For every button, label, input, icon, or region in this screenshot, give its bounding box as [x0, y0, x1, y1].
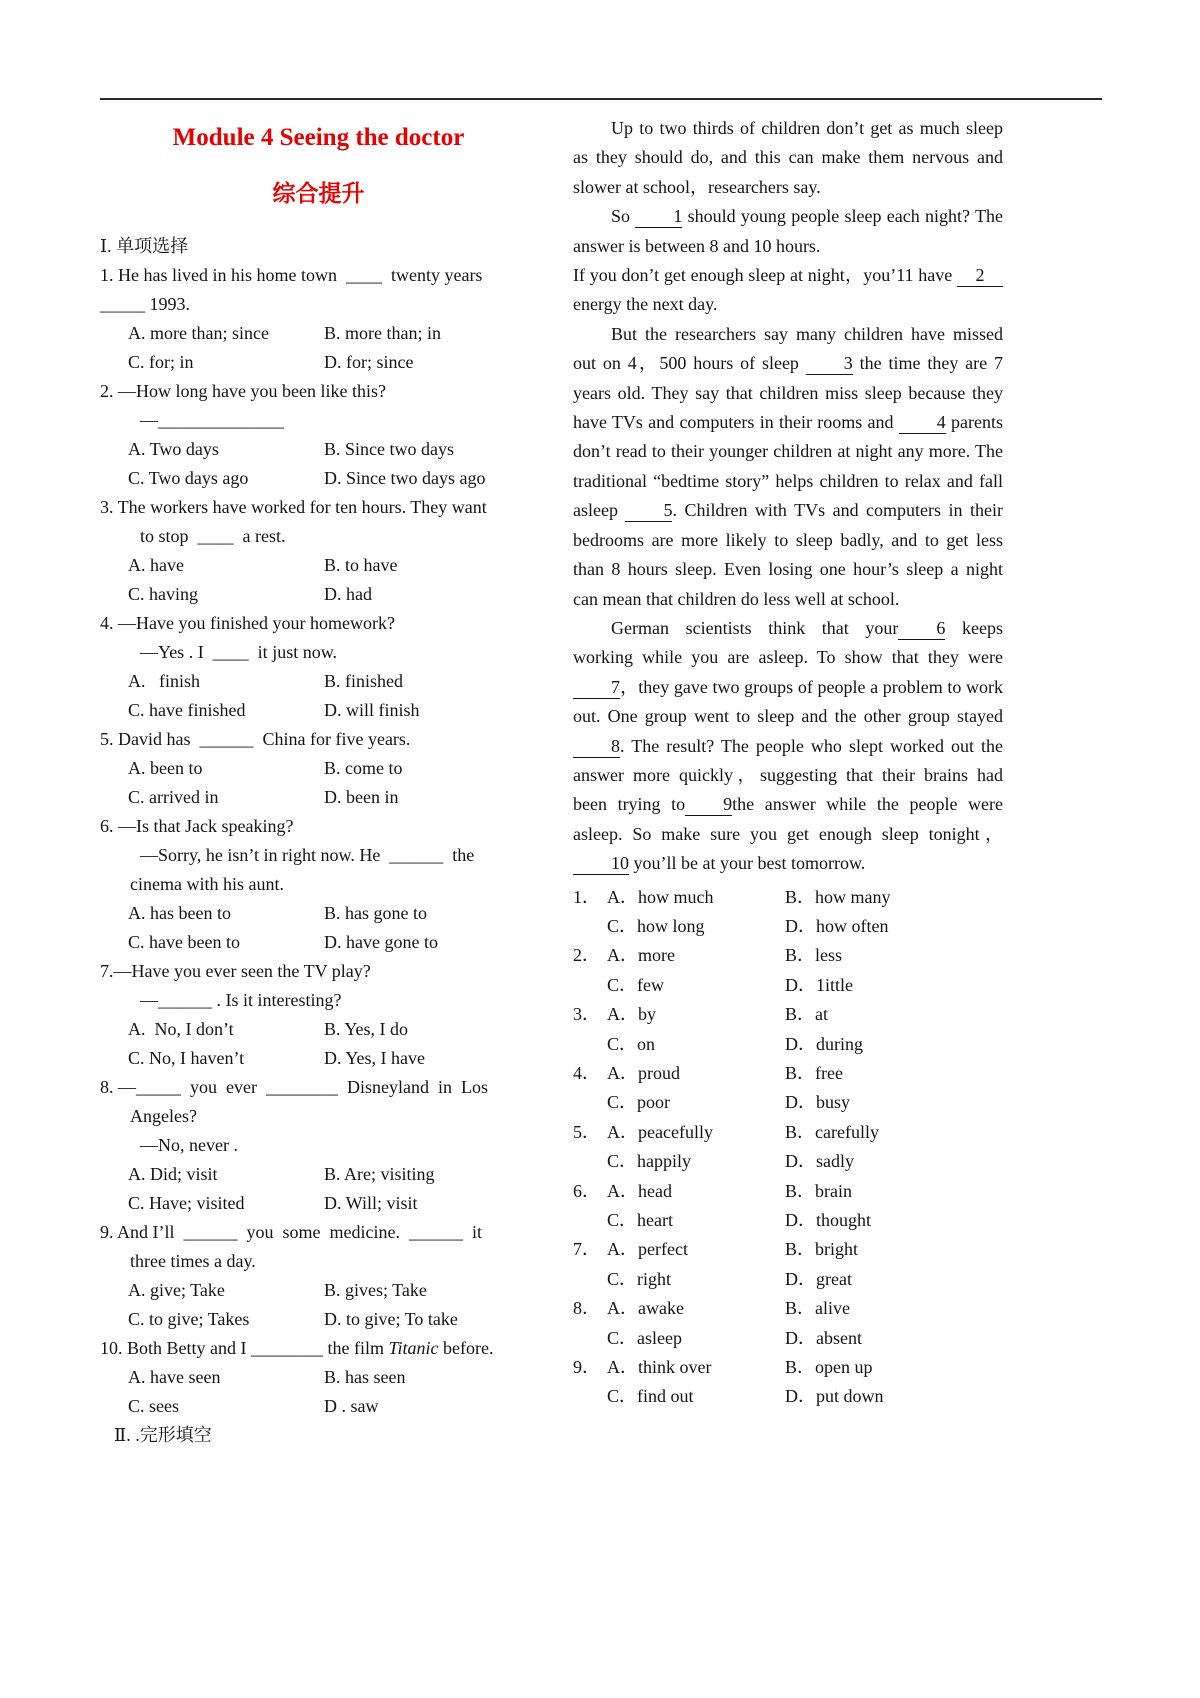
cloze-option-number-spacer: [573, 1324, 607, 1353]
cloze-option-row: [573, 1206, 1003, 1235]
option-a: C. Two days ago: [128, 468, 249, 488]
continuation-line: to stop ____ a rest.: [140, 526, 286, 546]
cloze-option-b: B．how many: [785, 886, 891, 907]
top-rule: [100, 98, 1102, 100]
cloze-option-d: D．put down: [785, 1386, 884, 1407]
cloze-option-c: C．poor: [607, 1092, 670, 1113]
cloze-option-d: D．during: [785, 1033, 863, 1054]
option-a: C. No, I haven’t: [128, 1048, 245, 1068]
cloze-option-c: C．on: [607, 1033, 656, 1054]
cloze-option-row: [573, 1353, 1003, 1382]
passage-paragraph: Up to two thirds of children don’t get as much sleep as they should do, and this can make them nervous and slower at school，researchers say.: [573, 118, 1003, 197]
cloze-option-number: 5．: [573, 1121, 600, 1142]
option-row: [100, 783, 537, 812]
cloze-option-number-spacer: [573, 1147, 607, 1176]
option-a: C. Have; visited: [128, 1193, 245, 1213]
section-heading-cloze: Ⅱ. .完形填空: [114, 1425, 212, 1445]
cloze-option-a: A．think over: [607, 1357, 712, 1378]
continuation-line: —No, never .: [140, 1135, 238, 1155]
cloze-option-b: B．less: [785, 945, 843, 966]
option-b: B. gives; Take: [324, 1280, 427, 1300]
option-a: A. more than; since: [128, 323, 269, 343]
cloze-options: [573, 883, 1003, 1412]
cloze-blank: 6: [898, 617, 945, 640]
cloze-option-number-spacer: [573, 1382, 607, 1411]
cloze-option-number-spacer: [573, 1088, 607, 1117]
question-text-post: before.: [438, 1338, 494, 1358]
option-a: A. No, I don’t: [128, 1019, 234, 1039]
cloze-option-number: 1．: [573, 886, 600, 907]
cloze-blank: 10: [573, 852, 629, 875]
cloze-option-row: [573, 1088, 1003, 1117]
cloze-option-number-spacer: [573, 912, 607, 941]
cloze-option-number: 4．: [573, 1063, 600, 1083]
cloze-blank: 2: [957, 264, 1003, 287]
option-row: [100, 1392, 537, 1421]
cloze-blank: 4: [899, 411, 946, 434]
cloze-option-d: D．sadly: [785, 1151, 854, 1172]
page-subtitle: 综合提升: [272, 181, 365, 206]
option-a: C. for; in: [128, 352, 194, 372]
continuation-line: cinema with his aunt.: [130, 874, 284, 894]
option-row: [100, 754, 537, 783]
option-a: C. arrived in: [128, 787, 219, 807]
cloze-option-number-spacer: [573, 1265, 607, 1294]
cloze-option-row: [573, 1177, 1003, 1206]
option-a: A. have seen: [128, 1367, 221, 1387]
option-b: B. has seen: [324, 1367, 406, 1387]
option-b: B. to have: [324, 555, 398, 575]
option-b: B. more than; in: [324, 323, 441, 343]
cloze-option-row: [573, 1382, 1003, 1411]
question-text-pre: 10. Both Betty and I ________ the film: [100, 1338, 389, 1358]
cloze-option-row: [573, 1000, 1003, 1029]
cloze-option-number: 7．: [573, 1239, 600, 1260]
cloze-option-number-spacer: [573, 971, 607, 1000]
cloze-option-number: 6．: [573, 1180, 600, 1201]
cloze-option-b: B．carefully: [785, 1121, 879, 1142]
cloze-option-b: B．open up: [785, 1357, 873, 1378]
option-row: [100, 928, 537, 957]
cloze-option-row: [573, 1265, 1003, 1294]
cloze-option-c: C．find out: [607, 1386, 694, 1407]
option-row: [100, 464, 537, 493]
cloze-passage: [573, 114, 1003, 879]
cloze-option-row: [573, 971, 1003, 1000]
continuation-line: —______________: [140, 410, 284, 430]
cloze-option-row: [573, 1324, 1003, 1353]
option-a: C. sees: [128, 1396, 179, 1416]
option-row: [100, 435, 537, 464]
cloze-option-row: [573, 1059, 1003, 1088]
cloze-blank: 3: [806, 352, 853, 375]
cloze-option-d: D．1ittle: [785, 974, 853, 995]
option-row: [100, 580, 537, 609]
option-a: C. have been to: [128, 932, 240, 952]
option-b: B. Since two days: [324, 439, 454, 459]
section-heading-single-choice: Ⅰ. 单项选择: [100, 236, 189, 256]
cloze-option-a: A．head: [607, 1180, 672, 1201]
option-a: C. to give; Takes: [128, 1309, 250, 1329]
question-line: 3. The workers have worked for ten hours. They want: [100, 497, 487, 517]
option-row: [100, 1160, 537, 1189]
option-row: [100, 1305, 537, 1334]
question-line: 9. And I’ll ______ you some medicine. ______ it: [100, 1222, 482, 1242]
option-b: B. come to: [324, 758, 403, 778]
cloze-option-b: B．bright: [785, 1239, 859, 1260]
cloze-option-row: [573, 1294, 1003, 1323]
cloze-option-c: C．how long: [607, 915, 705, 936]
option-a: A. give; Take: [128, 1280, 225, 1300]
cloze-blank: 8: [573, 735, 620, 758]
option-row: [100, 1044, 537, 1073]
cloze-option-c: C．happily: [607, 1151, 691, 1172]
option-row: [100, 319, 537, 348]
cloze-blank: 1: [635, 205, 682, 228]
cloze-option-a: A．awake: [607, 1298, 684, 1319]
continuation-line: —______ . Is it interesting?: [140, 990, 342, 1010]
cloze-option-row: [573, 1118, 1003, 1147]
cloze-option-number: 3．: [573, 1004, 600, 1025]
cloze-option-number: 9．: [573, 1357, 600, 1378]
option-b: D . saw: [324, 1396, 379, 1416]
option-row: [100, 696, 537, 725]
continuation-line: —Yes . I ____ it just now.: [140, 642, 338, 662]
cloze-option-a: A．by: [607, 1004, 656, 1025]
cloze-option-number-spacer: [573, 1030, 607, 1059]
cloze-option-d: D．absent: [785, 1327, 862, 1348]
option-b: D. had: [324, 584, 372, 604]
option-a: A. been to: [128, 758, 203, 778]
cloze-option-d: D．how often: [785, 915, 889, 936]
option-a: A. Did; visit: [128, 1164, 218, 1184]
option-b: D. will finish: [324, 700, 420, 720]
columns: [100, 106, 1102, 1450]
option-b: D. Since two days ago: [324, 468, 486, 488]
cloze-option-b: B．alive: [785, 1298, 850, 1319]
question-line: 2. —How long have you been like this?: [100, 381, 386, 401]
cloze-option-d: D．great: [785, 1268, 852, 1289]
left-column: [100, 106, 537, 1450]
option-b: D. Yes, I have: [324, 1048, 425, 1068]
option-a: C. having: [128, 584, 198, 604]
continuation-line: Angeles?: [130, 1106, 197, 1126]
cloze-option-a: A．more: [607, 945, 675, 966]
cloze-blank: 7: [573, 676, 620, 699]
question-line: 5. David has ______ China for five years.: [100, 729, 411, 749]
option-a: C. have finished: [128, 700, 246, 720]
cloze-option-row: [573, 883, 1003, 912]
option-a: A. finish: [128, 671, 200, 691]
cloze-option-row: [573, 941, 1003, 970]
option-b: B. Yes, I do: [324, 1019, 409, 1039]
passage-paragraph: If you don’t get enough sleep at night，you’11 have 2energy the next day.: [573, 261, 1003, 320]
cloze-option-c: C．asleep: [607, 1327, 682, 1348]
cloze-option-number-spacer: [573, 1206, 607, 1235]
option-row: [100, 551, 537, 580]
option-a: A. have: [128, 555, 184, 575]
cloze-option-d: D．busy: [785, 1092, 851, 1113]
cloze-option-b: B．brain: [785, 1180, 852, 1201]
option-b: D. been in: [324, 787, 399, 807]
option-a: A. Two days: [128, 439, 219, 459]
option-b: D. for; since: [324, 352, 414, 372]
cloze-option-row: [573, 1147, 1003, 1176]
option-row: [100, 1363, 537, 1392]
cloze-option-c: C．right: [607, 1268, 672, 1289]
cloze-option-number: 8．: [573, 1298, 600, 1319]
continuation-line: —Sorry, he isn’t in right now. He ______ the: [140, 845, 475, 865]
option-b: D. to give; To take: [324, 1309, 458, 1329]
cloze-option-number: 2．: [573, 945, 600, 966]
cloze-blank: 9: [685, 793, 732, 816]
cloze-option-c: C．heart: [607, 1210, 673, 1231]
cloze-option-row: [573, 912, 1003, 941]
question-line: 7.—Have you ever seen the TV play?: [100, 961, 371, 981]
cloze-blank: 5: [625, 499, 672, 522]
option-b: D. Will; visit: [324, 1193, 418, 1213]
cloze-option-a: A．how much: [607, 886, 714, 907]
option-b: D. have gone to: [324, 932, 438, 952]
question-line: [100, 1334, 537, 1363]
question-line: 8. —_____ you ever ________ Disneyland in Los: [100, 1077, 488, 1097]
passage-paragraph: So 1 should young people sleep each night? The answer is between 8 and 10 hours.: [573, 206, 1003, 256]
question-line: 4. —Have you finished your homework?: [100, 613, 395, 633]
option-b: B. finished: [324, 671, 403, 691]
right-column: [573, 106, 1003, 1450]
passage-paragraph: German scientists think that your 6 keeps working while you are asleep. To show that they were 7，they gave two groups of people a problem to work out. One group went to sleep and the other group stayed 8. The result? The people who slept worked out the answer more quickly，suggesting that their brains had been trying to 9the answer while the people were asleep. So make sure you get enough sleep tonight，10 you’ll be at your best tomorrow.: [573, 617, 1003, 874]
option-row: [100, 348, 537, 377]
cloze-option-a: A．perfect: [607, 1239, 688, 1260]
option-row: [100, 899, 537, 928]
page-title: Module 4 Seeing the doctor: [172, 124, 465, 151]
cloze-option-b: B．at: [785, 1004, 828, 1025]
option-b: B. Are; visiting: [324, 1164, 435, 1184]
option-row: [100, 1276, 537, 1305]
cloze-option-a: A．proud: [607, 1063, 680, 1083]
continuation-line: three times a day.: [130, 1251, 256, 1271]
option-a: A. has been to: [128, 903, 231, 923]
question-line: 1. He has lived in his home town ____ twenty years: [100, 265, 483, 285]
question-line: 6. —Is that Jack speaking?: [100, 816, 294, 836]
option-b: B. has gone to: [324, 903, 427, 923]
question-line: _____ 1993.: [100, 294, 190, 314]
option-row: [100, 1015, 537, 1044]
film-title-italic: Titanic: [388, 1338, 439, 1358]
cloze-option-row: [573, 1030, 1003, 1059]
cloze-option-a: A．peacefully: [607, 1121, 713, 1142]
option-row: [100, 1189, 537, 1218]
cloze-option-d: D．thought: [785, 1210, 872, 1231]
question-list: [100, 261, 537, 1450]
option-row: [100, 667, 537, 696]
cloze-option-row: [573, 1235, 1003, 1264]
cloze-option-c: C．few: [607, 974, 664, 995]
passage-paragraph: But the researchers say many children have missed out on 4，500 hours of sleep 3 the time they are 7 years old. They say that children miss sleep because they have TVs and computers in their rooms and 4 parents don’t read to their younger children at night any more. The traditional “bedtime story” helps children to relax and fall asleep 5. Children with TVs and computers in their bedrooms are more likely to sleep badly, and to get less than 8 hours sleep. Even losing one hour’s sleep a night can mean that children do less well at school.: [573, 323, 1003, 609]
cloze-option-b: B．free: [785, 1063, 843, 1083]
